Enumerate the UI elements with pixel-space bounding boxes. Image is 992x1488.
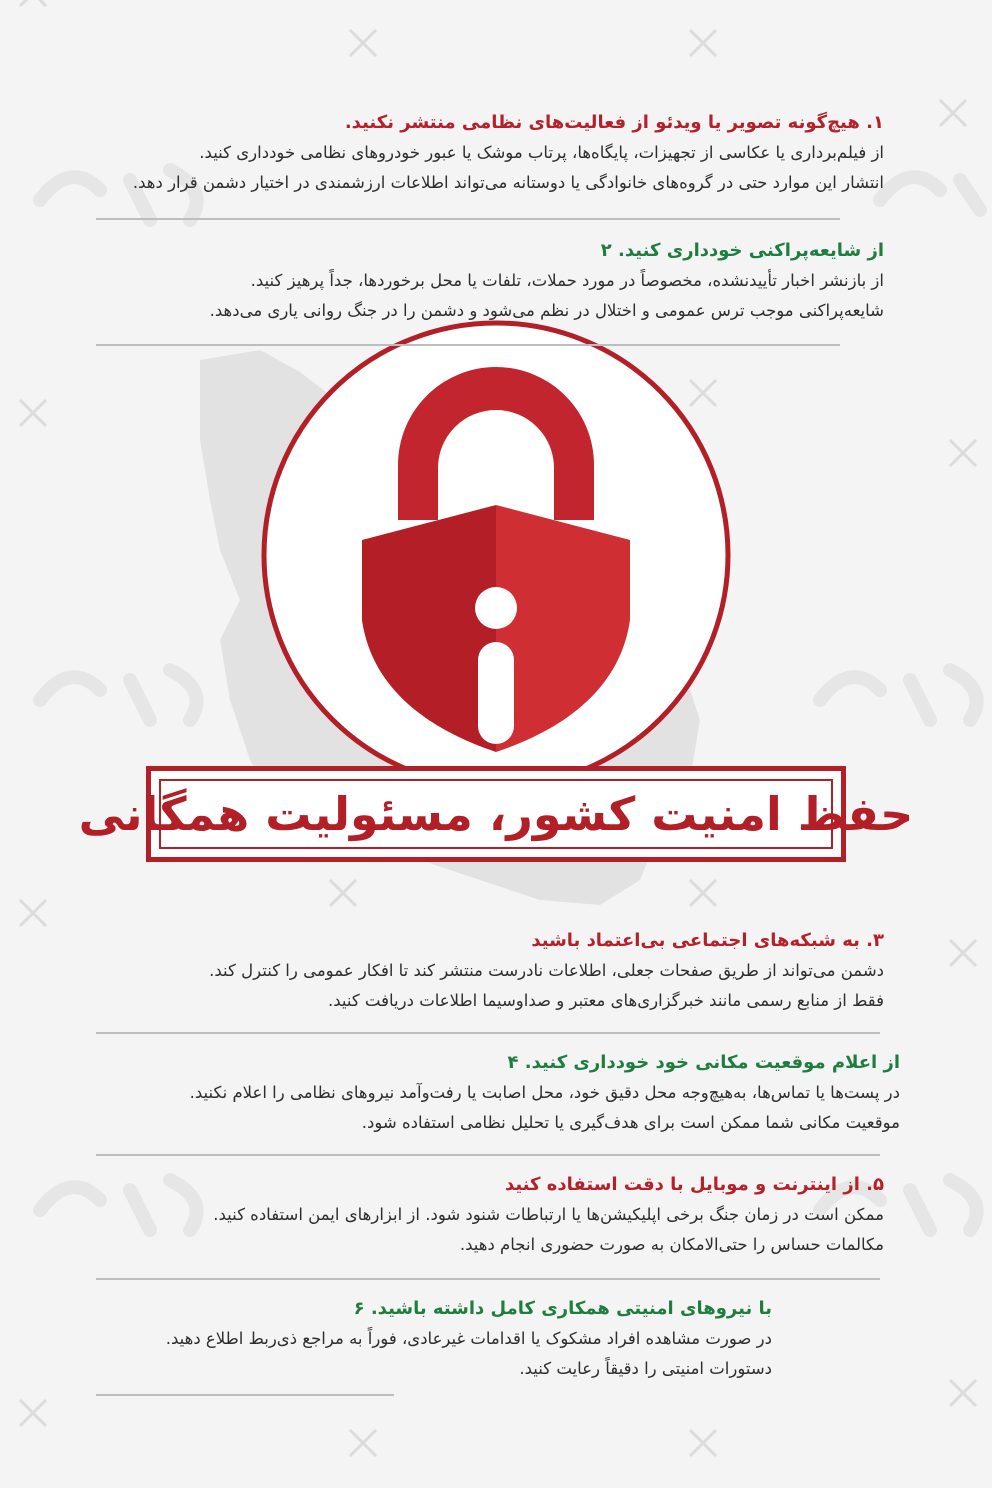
section-line: انتشار این موارد حتی در گروه‌های خانوادگی یا دوستانه می‌تواند اطلاعات ارزشمندی در اختیار دشمن قرار دهد. bbox=[132, 173, 884, 192]
divider bbox=[96, 344, 840, 346]
section-heading: ۳. به شبکه‌های اجتماعی بی‌اعتماد باشید bbox=[531, 930, 884, 951]
section-line: در صورت مشاهده افراد مشکوک یا اقدامات غیرعادی، فوراً به مراجع ذی‌ربط اطلاع دهید. bbox=[165, 1329, 772, 1348]
divider bbox=[96, 1394, 394, 1396]
poster-title: حفظ امنیت کشور، مسئولیت همگانی bbox=[78, 787, 914, 841]
section-heading: ۱. هیچ‌گونه تصویر یا ویدئو از فعالیت‌های نظامی منتشر نکنید. bbox=[344, 112, 884, 133]
info-dot bbox=[475, 587, 517, 629]
section-heading: با نیروهای امنیتی همکاری کامل داشته باشید. ۶ bbox=[353, 1298, 772, 1319]
section-line: مکالمات حساس را حتی‌الامکان به صورت حضوری انجام دهید. bbox=[459, 1235, 884, 1254]
section-line: در پست‌ها یا تماس‌ها، به‌هیچ‌وجه محل دقیق خود، محل اصابت یا رفت‌وآمد نیروهای نظامی را اعلام نکنید. bbox=[189, 1083, 900, 1102]
section-1 bbox=[133, 108, 884, 198]
section-line: دشمن می‌تواند از طریق صفحات جعلی، اطلاعات نادرست منتشر کند تا افکار عمومی را کنترل کند. bbox=[209, 961, 884, 980]
section-line: فقط از منابع رسمی مانند خبرگزاری‌های معتبر و صداوسیما اطلاعات دریافت کنید. bbox=[327, 991, 884, 1010]
divider bbox=[96, 218, 840, 220]
section-line: از فیلم‌برداری یا عکاسی از تجهیزات، پایگاه‌ها، پرتاب موشک یا عبور خودروهای نظامی خودداری کنید. bbox=[199, 143, 884, 162]
divider bbox=[96, 1278, 880, 1280]
section-line: دستورات امنیتی را دقیقاً رعایت کنید. bbox=[519, 1359, 772, 1378]
section-5 bbox=[213, 1170, 884, 1260]
section-heading: از اعلام موقعیت مکانی خود خودداری کنید. ۴ bbox=[507, 1052, 900, 1073]
section-6 bbox=[166, 1294, 772, 1384]
info-stem bbox=[478, 642, 514, 744]
section-line: شایعه‌پراکنی موجب ترس عمومی و اختلال در نظم می‌شود و دشمن را در جنگ روانی یاری می‌دهد. bbox=[209, 301, 884, 320]
section-2 bbox=[210, 236, 884, 326]
title-banner bbox=[78, 766, 914, 862]
section-heading: ۵. از اینترنت و موبایل با دقت استفاده کنید bbox=[504, 1174, 884, 1195]
section-line: موقعیت مکانی شما ممکن است برای هدف‌گیری یا تحلیل نظامی استفاده شود. bbox=[361, 1113, 900, 1132]
divider bbox=[96, 1154, 880, 1156]
section-3 bbox=[209, 926, 884, 1016]
section-heading: از شایعه‌پراکنی خودداری کنید. ۲ bbox=[600, 240, 884, 261]
divider bbox=[96, 1032, 880, 1034]
section-line: از بازنشر اخبار تأییدنشده، مخصوصاً در مورد حملات، تلفات یا محل برخوردها، جداً پرهیز کنید. bbox=[250, 271, 884, 290]
section-4 bbox=[190, 1048, 900, 1138]
section-line: ممکن است در زمان جنگ برخی اپلیکیشن‌ها یا ارتباطات شنود شود. از ابزارهای ایمن استفاده کنید. bbox=[213, 1205, 884, 1224]
